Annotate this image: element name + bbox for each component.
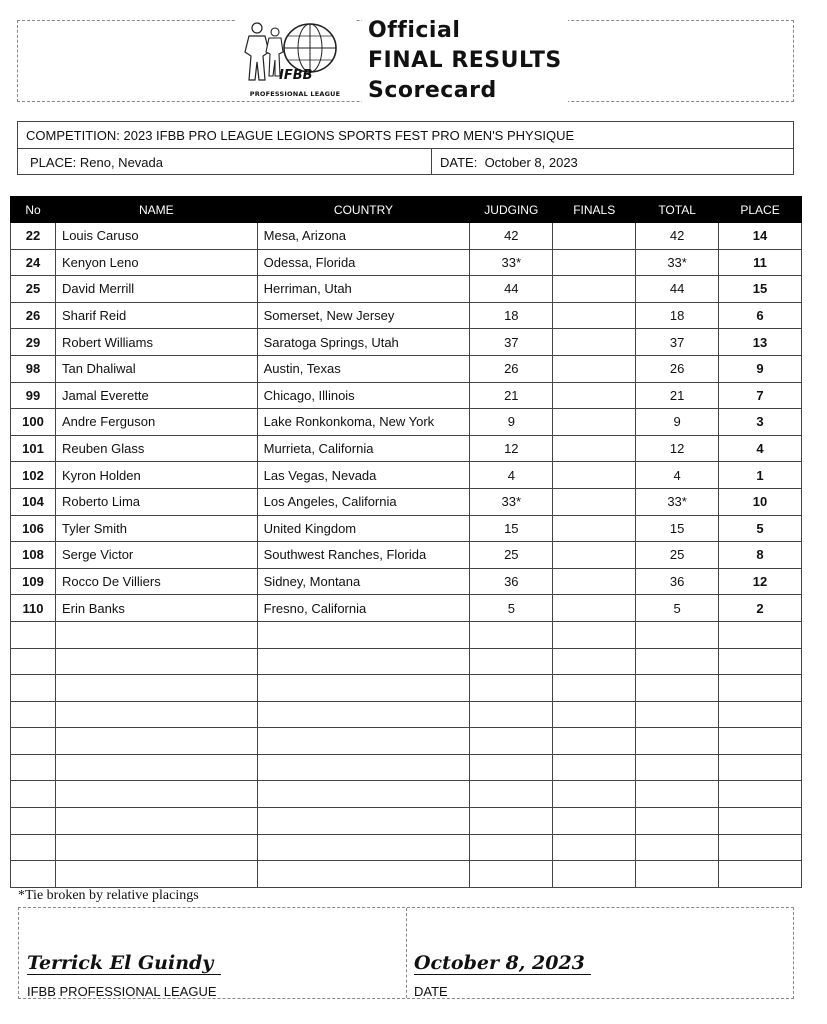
cell-name: Kenyon Leno xyxy=(55,249,257,276)
place-cell xyxy=(18,149,432,175)
empty-cell xyxy=(719,675,802,702)
cell-place: 15 xyxy=(719,276,802,303)
empty-cell xyxy=(257,781,470,808)
cell-judging: 33* xyxy=(470,488,553,515)
empty-cell xyxy=(719,621,802,648)
empty-cell xyxy=(719,701,802,728)
cell-name: Robert Williams xyxy=(55,329,257,356)
cell-name: Tan Dhaliwal xyxy=(55,355,257,382)
cell-finals xyxy=(553,355,636,382)
cell-country: Sidney, Montana xyxy=(257,568,470,595)
empty-table-row xyxy=(11,781,802,808)
cell-place: 9 xyxy=(719,355,802,382)
empty-cell xyxy=(553,754,636,781)
table-row xyxy=(11,462,802,489)
competition-info xyxy=(17,121,794,175)
cell-finals xyxy=(553,542,636,569)
empty-cell xyxy=(470,834,553,861)
cell-total: 44 xyxy=(636,276,719,303)
empty-cell xyxy=(470,648,553,675)
header-no: No xyxy=(11,197,56,223)
empty-cell xyxy=(553,621,636,648)
empty-cell xyxy=(719,861,802,888)
cell-finals xyxy=(553,462,636,489)
cell-country: Murrieta, California xyxy=(257,435,470,462)
cell-judging: 15 xyxy=(470,515,553,542)
globe-icon xyxy=(235,18,355,100)
empty-cell xyxy=(257,701,470,728)
cell-finals xyxy=(553,249,636,276)
table-row xyxy=(11,409,802,436)
cell-total: 33* xyxy=(636,488,719,515)
cell-place: 14 xyxy=(719,223,802,250)
cell-judging: 44 xyxy=(470,276,553,303)
cell-name: Jamal Everette xyxy=(55,382,257,409)
empty-cell xyxy=(11,781,56,808)
empty-cell xyxy=(11,648,56,675)
empty-cell xyxy=(55,648,257,675)
cell-total: 12 xyxy=(636,435,719,462)
cell-place: 1 xyxy=(719,462,802,489)
empty-cell xyxy=(719,728,802,755)
cell-finals xyxy=(553,223,636,250)
cell-total: 36 xyxy=(636,568,719,595)
empty-cell xyxy=(470,754,553,781)
cell-country: Mesa, Arizona xyxy=(257,223,470,250)
empty-cell xyxy=(11,861,56,888)
cell-name: Erin Banks xyxy=(55,595,257,622)
results-table xyxy=(10,196,802,888)
empty-cell xyxy=(11,621,56,648)
cell-finals xyxy=(553,488,636,515)
empty-cell xyxy=(11,675,56,702)
empty-cell xyxy=(55,808,257,835)
cell-country: Somerset, New Jersey xyxy=(257,302,470,329)
competition-row xyxy=(18,122,793,149)
cell-judging: 4 xyxy=(470,462,553,489)
cell-country: United Kingdom xyxy=(257,515,470,542)
signature-org: IFBB PROFESSIONAL LEAGUE xyxy=(27,984,217,999)
logo-caption: PROFESSIONAL LEAGUE xyxy=(249,90,341,98)
cell-name: Reuben Glass xyxy=(55,435,257,462)
table-row xyxy=(11,542,802,569)
empty-cell xyxy=(257,834,470,861)
signature-date-label: DATE xyxy=(414,984,448,999)
cell-place: 10 xyxy=(719,488,802,515)
empty-cell xyxy=(636,861,719,888)
cell-total: 15 xyxy=(636,515,719,542)
cell-no: 100 xyxy=(11,409,56,436)
place-value: Reno, Nevada xyxy=(79,155,163,170)
empty-cell xyxy=(11,834,56,861)
cell-country: Saratoga Springs, Utah xyxy=(257,329,470,356)
cell-judging: 36 xyxy=(470,568,553,595)
cell-name: Sharif Reid xyxy=(55,302,257,329)
cell-no: 22 xyxy=(11,223,56,250)
cell-no: 110 xyxy=(11,595,56,622)
empty-cell xyxy=(719,808,802,835)
empty-table-row xyxy=(11,675,802,702)
header-judging: JUDGING xyxy=(470,197,553,223)
empty-cell xyxy=(257,728,470,755)
header-place: PLACE xyxy=(719,197,802,223)
cell-country: Odessa, Florida xyxy=(257,249,470,276)
cell-finals xyxy=(553,382,636,409)
empty-cell xyxy=(636,808,719,835)
table-row xyxy=(11,355,802,382)
empty-cell xyxy=(636,648,719,675)
cell-place: 13 xyxy=(719,329,802,356)
cell-judging: 21 xyxy=(470,382,553,409)
empty-cell xyxy=(636,754,719,781)
empty-cell xyxy=(55,621,257,648)
cell-no: 104 xyxy=(11,488,56,515)
cell-place: 11 xyxy=(719,249,802,276)
title-line-1: Official xyxy=(368,18,461,43)
cell-judging: 42 xyxy=(470,223,553,250)
cell-no: 98 xyxy=(11,355,56,382)
cell-no: 25 xyxy=(11,276,56,303)
cell-no: 102 xyxy=(11,462,56,489)
cell-place: 12 xyxy=(719,568,802,595)
empty-cell xyxy=(719,754,802,781)
cell-finals xyxy=(553,568,636,595)
cell-place: 2 xyxy=(719,595,802,622)
empty-table-row xyxy=(11,728,802,755)
cell-total: 5 xyxy=(636,595,719,622)
cell-judging: 37 xyxy=(470,329,553,356)
title-line-2: FINAL RESULTS xyxy=(368,48,562,73)
cell-place: 7 xyxy=(719,382,802,409)
cell-finals xyxy=(553,329,636,356)
empty-cell xyxy=(257,808,470,835)
empty-cell xyxy=(11,701,56,728)
cell-finals xyxy=(553,435,636,462)
empty-cell xyxy=(55,781,257,808)
cell-country: Las Vegas, Nevada xyxy=(257,462,470,489)
header-name: NAME xyxy=(55,197,257,223)
cell-name: Kyron Holden xyxy=(55,462,257,489)
cell-judging: 33* xyxy=(470,249,553,276)
table-row xyxy=(11,276,802,303)
cell-name: David Merrill xyxy=(55,276,257,303)
table-row xyxy=(11,595,802,622)
cell-judging: 5 xyxy=(470,595,553,622)
cell-place: 3 xyxy=(719,409,802,436)
empty-table-row xyxy=(11,754,802,781)
results-body xyxy=(11,223,802,888)
cell-total: 33* xyxy=(636,249,719,276)
empty-cell xyxy=(257,621,470,648)
table-row xyxy=(11,382,802,409)
cell-total: 26 xyxy=(636,355,719,382)
empty-cell xyxy=(553,728,636,755)
cell-total: 21 xyxy=(636,382,719,409)
cell-finals xyxy=(553,302,636,329)
date-cell xyxy=(432,149,586,175)
empty-cell xyxy=(55,834,257,861)
cell-country: Chicago, Illinois xyxy=(257,382,470,409)
empty-cell xyxy=(636,834,719,861)
cell-no: 99 xyxy=(11,382,56,409)
cell-total: 37 xyxy=(636,329,719,356)
cell-judging: 9 xyxy=(470,409,553,436)
empty-cell xyxy=(470,621,553,648)
table-header-row xyxy=(11,197,802,223)
competition-label: COMPETITION: xyxy=(26,128,120,143)
empty-cell xyxy=(55,701,257,728)
signature-divider xyxy=(406,908,407,998)
cell-country: Los Angeles, California xyxy=(257,488,470,515)
page-title xyxy=(362,16,568,106)
empty-cell xyxy=(470,728,553,755)
table-row xyxy=(11,302,802,329)
cell-judging: 25 xyxy=(470,542,553,569)
empty-cell xyxy=(636,781,719,808)
cell-total: 25 xyxy=(636,542,719,569)
empty-table-row xyxy=(11,861,802,888)
cell-no: 109 xyxy=(11,568,56,595)
table-row xyxy=(11,488,802,515)
empty-cell xyxy=(55,754,257,781)
empty-cell xyxy=(11,808,56,835)
empty-cell xyxy=(553,808,636,835)
empty-cell xyxy=(257,861,470,888)
empty-table-row xyxy=(11,808,802,835)
empty-cell xyxy=(636,621,719,648)
cell-name: Serge Victor xyxy=(55,542,257,569)
title-line-3: Scorecard xyxy=(368,78,497,103)
cell-name: Louis Caruso xyxy=(55,223,257,250)
cell-finals xyxy=(553,515,636,542)
date-value: October 8, 2023 xyxy=(484,155,578,170)
empty-table-row xyxy=(11,621,802,648)
table-row xyxy=(11,568,802,595)
cell-judging: 26 xyxy=(470,355,553,382)
cell-no: 24 xyxy=(11,249,56,276)
place-label: PLACE: xyxy=(30,155,77,170)
empty-cell xyxy=(257,675,470,702)
cell-judging: 12 xyxy=(470,435,553,462)
empty-cell xyxy=(55,675,257,702)
cell-judging: 18 xyxy=(470,302,553,329)
cell-no: 26 xyxy=(11,302,56,329)
empty-cell xyxy=(257,648,470,675)
header-total: TOTAL xyxy=(636,197,719,223)
empty-cell xyxy=(553,701,636,728)
cell-place: 5 xyxy=(719,515,802,542)
empty-cell xyxy=(553,781,636,808)
cell-name: Tyler Smith xyxy=(55,515,257,542)
table-row xyxy=(11,249,802,276)
cell-no: 101 xyxy=(11,435,56,462)
table-row xyxy=(11,329,802,356)
empty-table-row xyxy=(11,701,802,728)
cell-place: 4 xyxy=(719,435,802,462)
empty-cell xyxy=(553,675,636,702)
cell-place: 6 xyxy=(719,302,802,329)
table-row xyxy=(11,435,802,462)
cell-country: Austin, Texas xyxy=(257,355,470,382)
cell-finals xyxy=(553,409,636,436)
ifbb-logo xyxy=(235,18,355,100)
empty-cell xyxy=(636,701,719,728)
empty-cell xyxy=(470,701,553,728)
tie-footnote: *Tie broken by relative placings xyxy=(18,888,199,903)
cell-total: 42 xyxy=(636,223,719,250)
header-finals: FINALS xyxy=(553,197,636,223)
empty-cell xyxy=(470,861,553,888)
empty-cell xyxy=(719,781,802,808)
table-row xyxy=(11,223,802,250)
empty-cell xyxy=(257,754,470,781)
table-row xyxy=(11,515,802,542)
cell-country: Southwest Ranches, Florida xyxy=(257,542,470,569)
empty-cell xyxy=(11,754,56,781)
empty-cell xyxy=(55,728,257,755)
empty-table-row xyxy=(11,648,802,675)
cell-total: 9 xyxy=(636,409,719,436)
empty-cell xyxy=(636,728,719,755)
cell-country: Fresno, California xyxy=(257,595,470,622)
signature-name: Terrick El Guindy xyxy=(27,952,221,975)
date-label: DATE: xyxy=(440,155,478,170)
cell-finals xyxy=(553,276,636,303)
empty-cell xyxy=(719,648,802,675)
cell-name: Andre Ferguson xyxy=(55,409,257,436)
cell-total: 4 xyxy=(636,462,719,489)
cell-total: 18 xyxy=(636,302,719,329)
empty-cell xyxy=(553,834,636,861)
cell-place: 8 xyxy=(719,542,802,569)
cell-country: Herriman, Utah xyxy=(257,276,470,303)
empty-cell xyxy=(470,675,553,702)
empty-cell xyxy=(553,648,636,675)
cell-no: 106 xyxy=(11,515,56,542)
cell-name: Roberto Lima xyxy=(55,488,257,515)
signature-box xyxy=(18,907,794,999)
header-country: COUNTRY xyxy=(257,197,470,223)
empty-cell xyxy=(470,808,553,835)
empty-cell xyxy=(553,861,636,888)
empty-cell xyxy=(55,861,257,888)
signature-date: October 8, 2023 xyxy=(414,952,591,975)
logo-text: IFBB xyxy=(279,68,313,83)
cell-name: Rocco De Villiers xyxy=(55,568,257,595)
cell-no: 29 xyxy=(11,329,56,356)
empty-table-row xyxy=(11,834,802,861)
empty-cell xyxy=(719,834,802,861)
cell-finals xyxy=(553,595,636,622)
competition-value: 2023 IFBB PRO LEAGUE LEGIONS SPORTS FEST PRO MEN'S PHYSIQUE xyxy=(123,128,575,143)
cell-no: 108 xyxy=(11,542,56,569)
cell-country: Lake Ronkonkoma, New York xyxy=(257,409,470,436)
empty-cell xyxy=(636,675,719,702)
empty-cell xyxy=(470,781,553,808)
empty-cell xyxy=(11,728,56,755)
